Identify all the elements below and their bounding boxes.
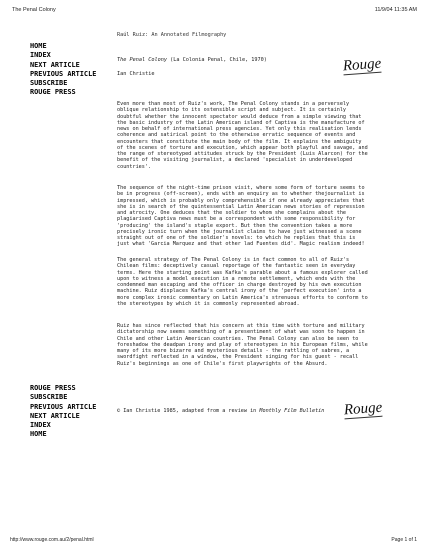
nav-next-article-link[interactable]: NEXT ARTICLE: [30, 411, 80, 420]
nav-next-article-link[interactable]: NEXT ARTICLE: [30, 60, 80, 69]
nav-home-link[interactable]: HOME: [30, 430, 47, 439]
film-title: The Penal Colony: [117, 57, 167, 63]
filmography-series-title: Raúl Ruiz: An Annotated Filmography: [117, 32, 227, 38]
nav-home-link[interactable]: HOME: [30, 42, 47, 50]
rouge-logo[interactable]: Rouge: [342, 55, 382, 75]
bottom-navigation: [30, 384, 96, 440]
nav-subscribe-link[interactable]: SUBSCRIBE: [30, 79, 68, 88]
browser-page-title: The Penal Colony: [12, 7, 56, 13]
nav-subscribe-link[interactable]: SUBSCRIBE: [30, 393, 68, 402]
nav-rouge-press-link[interactable]: ROUGE PRESS: [30, 88, 76, 97]
rouge-logo[interactable]: Rouge: [343, 399, 383, 419]
print-datetime: 11/9/04 11:35 AM: [374, 7, 417, 13]
article-paragraph: Ruiz has since reflected that his concern at this time with torture and military dictatorship now seems something of a presentiment of what was soon to happen in Chile and other Latin American countries. The Penal Colony can also be seen to foreshadow the deadpan irony and play of stereotypes in his European films, while many of its more bizarre and mysterious details - the rattling of sabres, a swordfight reflected in a window, the President singing for his guest - recall Ruiz's beginnings as one of Chile's first playwrights of the Absurd.: [117, 323, 368, 367]
article-paragraph: The general strategy of The Penal Colony is in fact common to all of Ruiz's Chilean films: deceptively casual reportage of the fantastic seen in everyday terms. Here the starting point was Kafka's parable about a famous explorer called upon to witness a model execution in a remote settlement, which ends with the condemned man escaping and the officer in charge destroyed by his own execution machine. Ruiz displaces Kafka's central irony of the 'perfect execution' into a more complex ironic commentary on Latin America's strenuous efforts to conform to the stereotypes by which it is commonly represented abroad.: [117, 257, 368, 307]
film-info: (La Colonia Penal, Chile, 1970): [166, 57, 267, 63]
nav-previous-article-link[interactable]: PREVIOUS ARTICLE: [30, 69, 97, 78]
nav-previous-article-link[interactable]: PREVIOUS ARTICLE: [30, 402, 97, 411]
top-navigation: [30, 42, 96, 98]
page-url: http://www.rouge.com.au/2/penal.html: [10, 537, 94, 543]
article-paragraph: The sequence of the night-time prison visit, where some form of torture seems to be in progress (off-screen), ends with an enquiry as to whether thejournalist is impressed, which is probably only comprehensible if one already appreciates that she is in search of the quintessential Latin American news stories of repression and atrocity. One deduces that the soldier to whom she complains about the plagiarised Captiva news must be a correspondent with some responsibility for 'producing' the island's staple export. But then the convention takes a more precisely ironic turn when the journalist claims to have just witnessed a scene straight out of one of the soldier's novels: to which he replies that this is just what 'Garcia Marquez and that other lad Fuentes did'. Magic realism indeed!: [117, 185, 365, 248]
page-number: Page 1 of 1: [391, 537, 417, 543]
nav-rouge-press-link[interactable]: ROUGE PRESS: [30, 384, 76, 392]
article-author: Ian Christie: [117, 71, 155, 77]
film-heading: [117, 57, 267, 63]
nav-index-link[interactable]: INDEX: [30, 421, 51, 430]
nav-index-link[interactable]: INDEX: [30, 51, 51, 60]
journal-title: Monthly Film Bulletin: [259, 408, 325, 414]
article-paragraph: Even more than most of Ruiz's work, The Penal Colony stands in a perversely oblique relationship to its ostensible script and subject. It is certainly doubtful whether the innocent spectator would deduce from a simple viewing that the basic industry of the Latin American island of Captiva is the manufacture of news on behalf of international press agencies. Yet only this realisation lends coherence and satirical point to the otherwise erratic sequence of events and encounters that constitute the main body of the film. It explains the ambiguity of the scenes of torture and execution, which appear both playful and savage, and the range of stereotyped attitudes struck by the President (Luis Alarcon) for the benefit of the visiting journalist, a declared 'specialist in underdeveloped countries'.: [117, 101, 368, 170]
copyright-credit: © Ian Christie 1985, adapted from a review in Monthly Film Bulletin: [117, 408, 325, 414]
